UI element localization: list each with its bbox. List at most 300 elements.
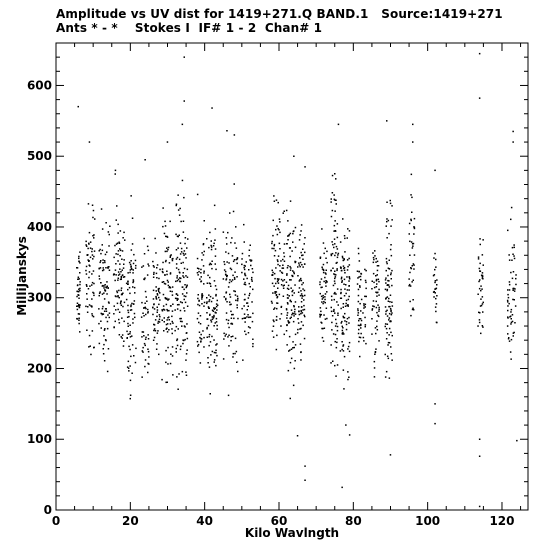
data-point [155,330,157,332]
data-point [373,257,375,259]
data-point [433,257,435,259]
data-point [113,257,115,259]
data-point [507,294,509,296]
data-point [336,246,338,248]
data-point [388,298,390,300]
data-point [291,314,293,316]
data-point [385,279,387,281]
data-point [235,300,237,302]
data-point [164,321,166,323]
data-point [436,322,438,324]
data-point [348,377,350,379]
data-point [248,317,250,319]
data-point [279,221,281,223]
data-point [482,303,484,305]
data-point [163,281,165,283]
data-point [277,288,279,290]
data-point [365,326,367,328]
data-point [338,304,340,306]
data-point [175,234,177,236]
data-point [108,245,110,247]
data-point [186,349,188,351]
data-point [298,322,300,324]
data-point [237,298,239,300]
data-point [322,295,324,297]
data-point [104,311,106,313]
data-point [211,336,213,338]
data-point [344,272,346,274]
data-point [211,107,213,109]
data-point [512,254,514,256]
data-point [359,303,361,305]
data-point [127,281,129,283]
data-point [304,237,306,239]
data-point [292,241,294,243]
data-point [243,267,245,269]
data-point [251,277,253,279]
data-point [104,284,106,286]
data-point [76,267,78,269]
data-point [135,260,137,262]
data-point [333,230,335,232]
data-point [154,328,156,330]
data-point [212,319,214,321]
data-point [301,280,303,282]
data-point [507,333,509,335]
data-point [360,327,362,329]
data-point [243,224,245,226]
data-point [333,309,335,311]
data-point [479,456,481,458]
data-point [365,306,367,308]
data-point [108,301,110,303]
data-point [343,303,345,305]
data-point [178,269,180,271]
data-point [210,283,212,285]
data-point [172,286,174,288]
data-point [207,337,209,339]
data-point [208,301,210,303]
data-point [119,263,121,265]
data-point [374,255,376,257]
data-point [376,301,378,303]
data-point [145,314,147,316]
data-point [119,334,121,336]
data-point [159,292,161,294]
data-point [197,268,199,270]
data-point [119,322,121,324]
data-point [225,274,227,276]
data-point [287,239,289,241]
data-point [511,309,512,311]
data-point [482,278,484,280]
data-point [180,221,182,223]
data-point [130,269,132,271]
data-point [177,338,179,340]
data-point [163,305,165,307]
data-point [299,257,301,259]
data-point [336,347,338,349]
data-point [182,275,184,277]
data-point [337,326,339,328]
data-point [386,120,388,122]
data-point [249,293,251,295]
data-point [385,306,387,308]
data-point [225,292,227,294]
data-point [77,303,79,305]
data-point [144,253,146,255]
data-point [480,298,482,300]
data-point [109,234,111,236]
data-point [179,259,181,261]
data-point [86,266,88,268]
data-point [289,256,291,258]
data-point [336,268,338,270]
data-point [144,307,146,309]
data-point [153,303,155,305]
data-point [164,309,166,311]
data-point [360,276,362,278]
data-point [119,297,121,299]
data-point [320,293,322,295]
data-point [130,395,132,397]
data-point [373,262,375,264]
data-point [172,260,174,262]
data-point [105,317,107,319]
data-point [177,308,179,310]
data-point [278,229,280,231]
data-point [388,268,390,270]
data-point [346,300,348,302]
data-point [167,331,169,333]
data-point [409,241,411,243]
data-point [197,194,199,196]
data-point [509,281,511,283]
data-point [232,275,234,277]
data-point [168,310,170,312]
data-point [176,348,178,350]
data-point [435,266,437,268]
data-point [117,309,119,311]
data-point [244,269,246,271]
data-point [143,331,145,333]
data-point [480,285,482,287]
data-point [237,258,239,260]
data-point [322,303,324,305]
data-point [483,264,485,266]
data-point [434,403,436,405]
data-point [183,307,185,309]
data-point [172,346,174,348]
data-point [279,270,281,272]
data-point [433,291,435,293]
data-point [299,266,301,268]
data-point [357,271,359,273]
data-point [510,311,512,313]
data-point [334,199,336,201]
data-point [202,295,204,297]
data-point [89,232,91,234]
data-point [121,277,123,279]
data-point [509,284,511,286]
data-point [348,296,350,298]
data-point [165,362,167,364]
data-point [200,269,202,271]
data-point [390,311,392,313]
data-point [375,292,377,294]
data-point [129,287,131,289]
data-point [209,277,211,279]
data-point [411,174,413,176]
data-point [386,237,388,239]
data-point [271,301,273,303]
data-point [171,328,173,330]
data-point [215,285,217,287]
data-point [299,234,301,236]
data-point [187,238,189,240]
data-point [336,301,338,303]
data-point [343,265,345,267]
data-point [186,353,188,355]
data-point [283,252,285,254]
data-point [348,289,350,291]
data-point [183,272,185,274]
data-point [248,306,250,308]
data-point [127,283,128,285]
data-point [299,280,301,282]
data-point [226,276,228,278]
data-point [414,254,416,256]
data-point [280,260,282,262]
data-point [375,275,377,277]
data-point [101,208,103,210]
data-point [162,207,164,209]
data-point [236,362,238,364]
data-point [338,253,340,255]
data-point [343,307,345,309]
data-point [182,124,184,126]
data-point [129,349,131,351]
data-point [198,271,200,273]
data-point [201,276,203,278]
data-point [286,315,288,317]
data-point [198,322,200,324]
data-point [513,271,515,273]
data-point [295,301,297,303]
data-point [322,337,324,339]
data-point [141,316,143,318]
data-point [326,270,328,272]
data-point [130,380,132,382]
data-point [358,271,360,273]
data-point [274,291,276,293]
data-point [515,305,517,307]
data-point [167,363,169,365]
data-point [479,288,481,290]
data-point [292,233,294,235]
data-point [88,346,90,348]
data-point [166,319,168,321]
data-point [158,288,160,290]
data-point [231,314,233,316]
data-point [244,321,246,323]
data-point [226,319,228,321]
data-point [507,301,509,303]
data-point [386,258,388,260]
data-point [231,323,233,325]
data-point [389,260,391,262]
data-point [225,298,227,300]
data-point [515,274,517,276]
data-point [359,285,361,287]
data-point [303,282,305,284]
data-point [153,340,155,342]
data-point [211,268,213,270]
data-point [209,232,211,234]
data-point [412,247,414,249]
data-point [290,247,292,249]
data-point [78,295,80,297]
data-point [153,290,155,292]
data-point [117,279,119,281]
data-point [326,281,328,283]
data-point [290,398,292,400]
data-point [346,276,348,278]
data-point [241,264,243,266]
data-point [175,298,177,300]
data-point [387,324,389,326]
data-point [91,284,93,286]
data-point [295,334,297,336]
data-point [157,322,159,324]
data-point [79,331,81,333]
data-point [281,313,283,315]
data-point [198,294,200,296]
data-point [207,275,209,277]
data-point [174,330,176,332]
chart-subtitle: Ants * - * Stokes I IF# 1 - 2 Chan# 1 [56,21,323,35]
data-point [177,345,179,347]
data-point [132,286,134,288]
x-tick-label: 100 [415,514,441,528]
data-point [332,361,334,363]
data-point [122,275,124,277]
data-point [159,299,161,301]
data-point [512,141,514,143]
data-point [301,224,303,226]
data-point [93,234,95,236]
data-point [297,275,299,277]
data-point [201,252,203,254]
data-point [479,53,481,55]
data-point [347,304,349,306]
data-point [78,323,80,325]
data-point [411,281,413,283]
data-point [246,316,248,318]
data-point [278,202,280,204]
data-point [142,350,144,352]
data-point [348,317,350,319]
data-point [389,306,391,308]
data-point [251,260,253,262]
data-point [91,251,93,253]
data-point [390,200,392,202]
data-point [344,313,346,315]
data-point [197,258,199,260]
data-point [372,305,374,307]
data-point [338,124,340,126]
data-point [167,323,169,325]
data-point [334,210,336,212]
data-point [295,262,297,264]
data-point [170,354,172,356]
data-point [293,313,295,315]
data-point [507,230,509,232]
data-point [78,277,80,279]
data-point [176,263,178,265]
data-point [118,250,120,252]
data-point [376,286,378,288]
data-point [244,241,246,243]
data-point [277,278,279,280]
data-point [344,320,346,322]
data-point [302,266,304,268]
data-point [92,205,94,207]
data-point [291,358,293,360]
data-point [198,300,200,302]
data-point [182,371,184,373]
data-point [273,285,275,287]
data-point [365,288,367,290]
data-point [297,266,299,268]
data-point [276,349,278,351]
data-point [148,338,150,340]
data-point [277,303,279,305]
data-point [92,217,94,219]
data-point [133,303,135,305]
data-point [224,296,226,298]
data-point [228,335,230,337]
data-point [216,303,218,305]
data-point [301,284,303,286]
data-point [79,272,81,274]
data-point [331,241,333,243]
data-point [479,506,481,508]
data-point [390,346,392,348]
data-point [375,261,377,263]
data-point [251,301,253,303]
data-point [143,315,145,317]
data-point [181,263,183,265]
data-point [277,261,279,263]
data-point [342,327,344,329]
data-point [103,353,105,355]
data-point [348,322,350,324]
data-point [162,310,164,312]
data-point [271,248,273,250]
data-point [435,259,437,261]
data-point [324,277,326,279]
data-point [337,248,339,250]
data-point [242,253,244,255]
data-point [284,261,286,263]
data-point [161,379,163,381]
data-point [324,296,326,298]
data-point [385,354,387,356]
data-point [200,323,202,325]
data-point [234,271,236,273]
data-point [177,247,179,249]
